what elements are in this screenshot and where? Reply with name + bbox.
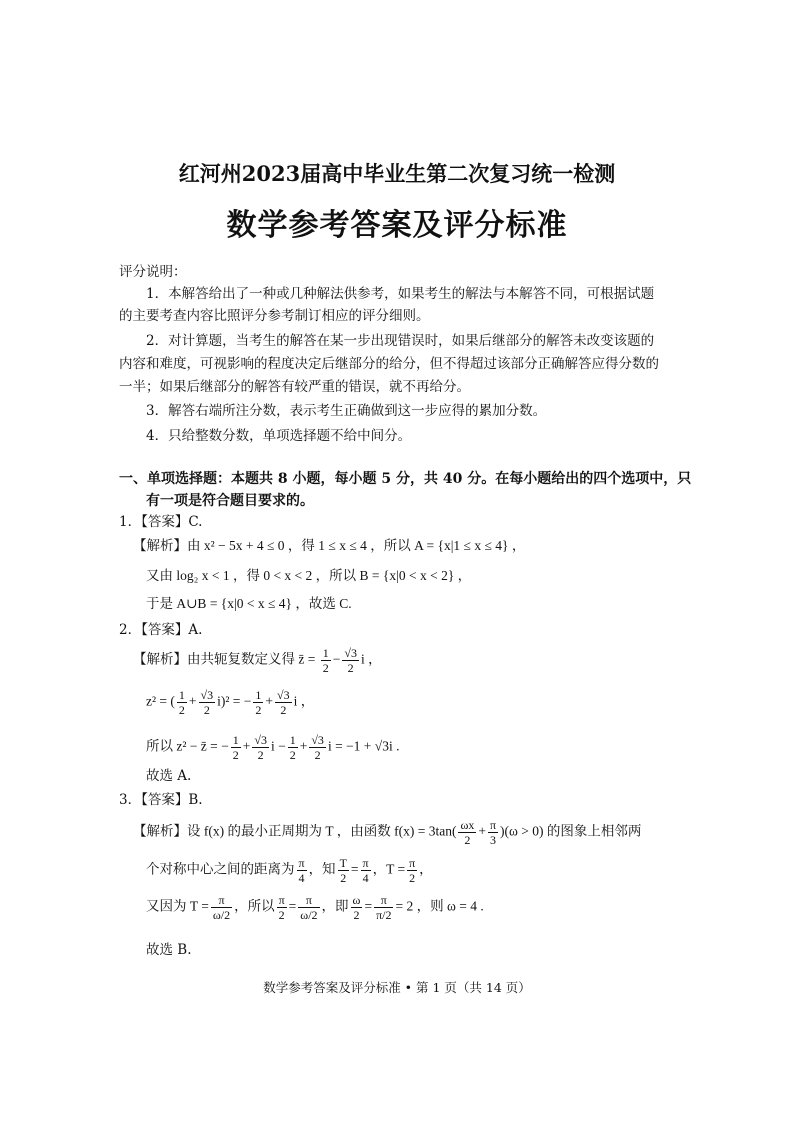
q2-line2: z² = ( $\frac{1}{2}$ + $\frac{√3}{2}$ i)² = − $\frac{1}{2}$ + $\frac{√3}{2}$ i ，: [146, 688, 315, 717]
q2-line4: 故选 A.: [146, 768, 192, 784]
q1-answer: 1．【答案】C.: [119, 514, 203, 530]
section-heading-cont: 有一项是符合题目要求的。: [146, 493, 314, 509]
note-1b: 的主要考查内容比照评分参考制订相应的评分细则。: [119, 308, 430, 324]
q3-answer: 3．【答案】B.: [119, 792, 203, 808]
note-4: 4．只给整数分数，单项选择题不给中间分。: [146, 428, 412, 444]
note-2a: 2．对计算题，当考生的解答在某一步出现错误时，如果后继部分的解答未改变该题的: [146, 333, 655, 349]
note-3: 3．解答右端所注分数，表示考生正确做到这一步应得的累加分数。: [146, 403, 547, 419]
doc-title: 红河州2023届高中毕业生第二次复习统一检测: [178, 161, 616, 186]
q3-line1: 【解析】设 f(x) 的最小正周期为 T ，由函数 f(x) = 3tan( $\frac{\omega x}{2}$ + $\frac{\pi}{3}$ )(ω > 0) 的图象上相邻两: [133, 818, 642, 847]
q3-line3: 又因为 T = $\frac{\pi}{\omega/2}$ ，所以 $\frac{\pi}{2}$ = $\frac{\pi}{\omega/2}$ ，即 $\frac{\omega}{2}$ = $\frac{\pi}{\pi/2}$ = 2 ，则 ω = 4 .: [146, 893, 484, 922]
q1-line3: 于是 A∪B = {x|0 < x ≤ 4} ，故选 C.: [146, 596, 352, 611]
note-2b: 内容和难度，可视影响的程度决定后继部分的给分，但不得超过该部分正确解答应得分数的: [119, 356, 659, 372]
q3-line4: 故选 B.: [146, 942, 192, 958]
page-footer: 数学参考答案及评分标准 • 第 1 页（共 14 页）: [263, 980, 531, 995]
section-heading: 一、单项选择题：本题共 8 小题，每小题 5 分，共 40 分。在每小题给出的四个选项中，只: [119, 471, 692, 487]
q1-line1: 【解析】由 x² − 5x + 4 ≤ 0 ，得 1 ≤ x ≤ 4 ，所以 A = {x|1 ≤ x ≤ 4} ，: [133, 538, 526, 553]
q2-answer: 2．【答案】A.: [119, 622, 203, 638]
q3-line2: 个对称中心之间的距离为 $\frac{\pi}{4}$ ，知 $\frac{T}{2}$ = $\frac{\pi}{4}$ ，T = $\frac{\pi}{2}$ ，: [146, 856, 433, 885]
notes-heading: 评分说明：: [119, 264, 187, 280]
q1-line2: 又由 log₂ x < 1 ，得 0 < x < 2 ，所以 B = {x|0 < x < 2} ，: [146, 568, 472, 583]
q2-line1: 【解析】由共轭复数定义得 z̄ = $\frac{1}{2}$ − $\frac{√3}{2}$ i ，: [133, 646, 382, 675]
doc-subtitle: 数学参考答案及评分标准: [226, 208, 568, 243]
note-1a: 1．本解答给出了一种或几种解法供参考，如果考生的解法与本解答不同，可根据试题: [146, 286, 655, 302]
note-2c: 一半；如果后继部分的解答有较严重的错误，就不再给分。: [119, 379, 470, 395]
q2-line3: 所以 z² − z̄ = − $\frac{1}{2}$ + $\frac{√3}{2}$ i − $\frac{1}{2}$ + $\frac{√3}{2}$ i = −1 + √3i .: [146, 733, 400, 762]
